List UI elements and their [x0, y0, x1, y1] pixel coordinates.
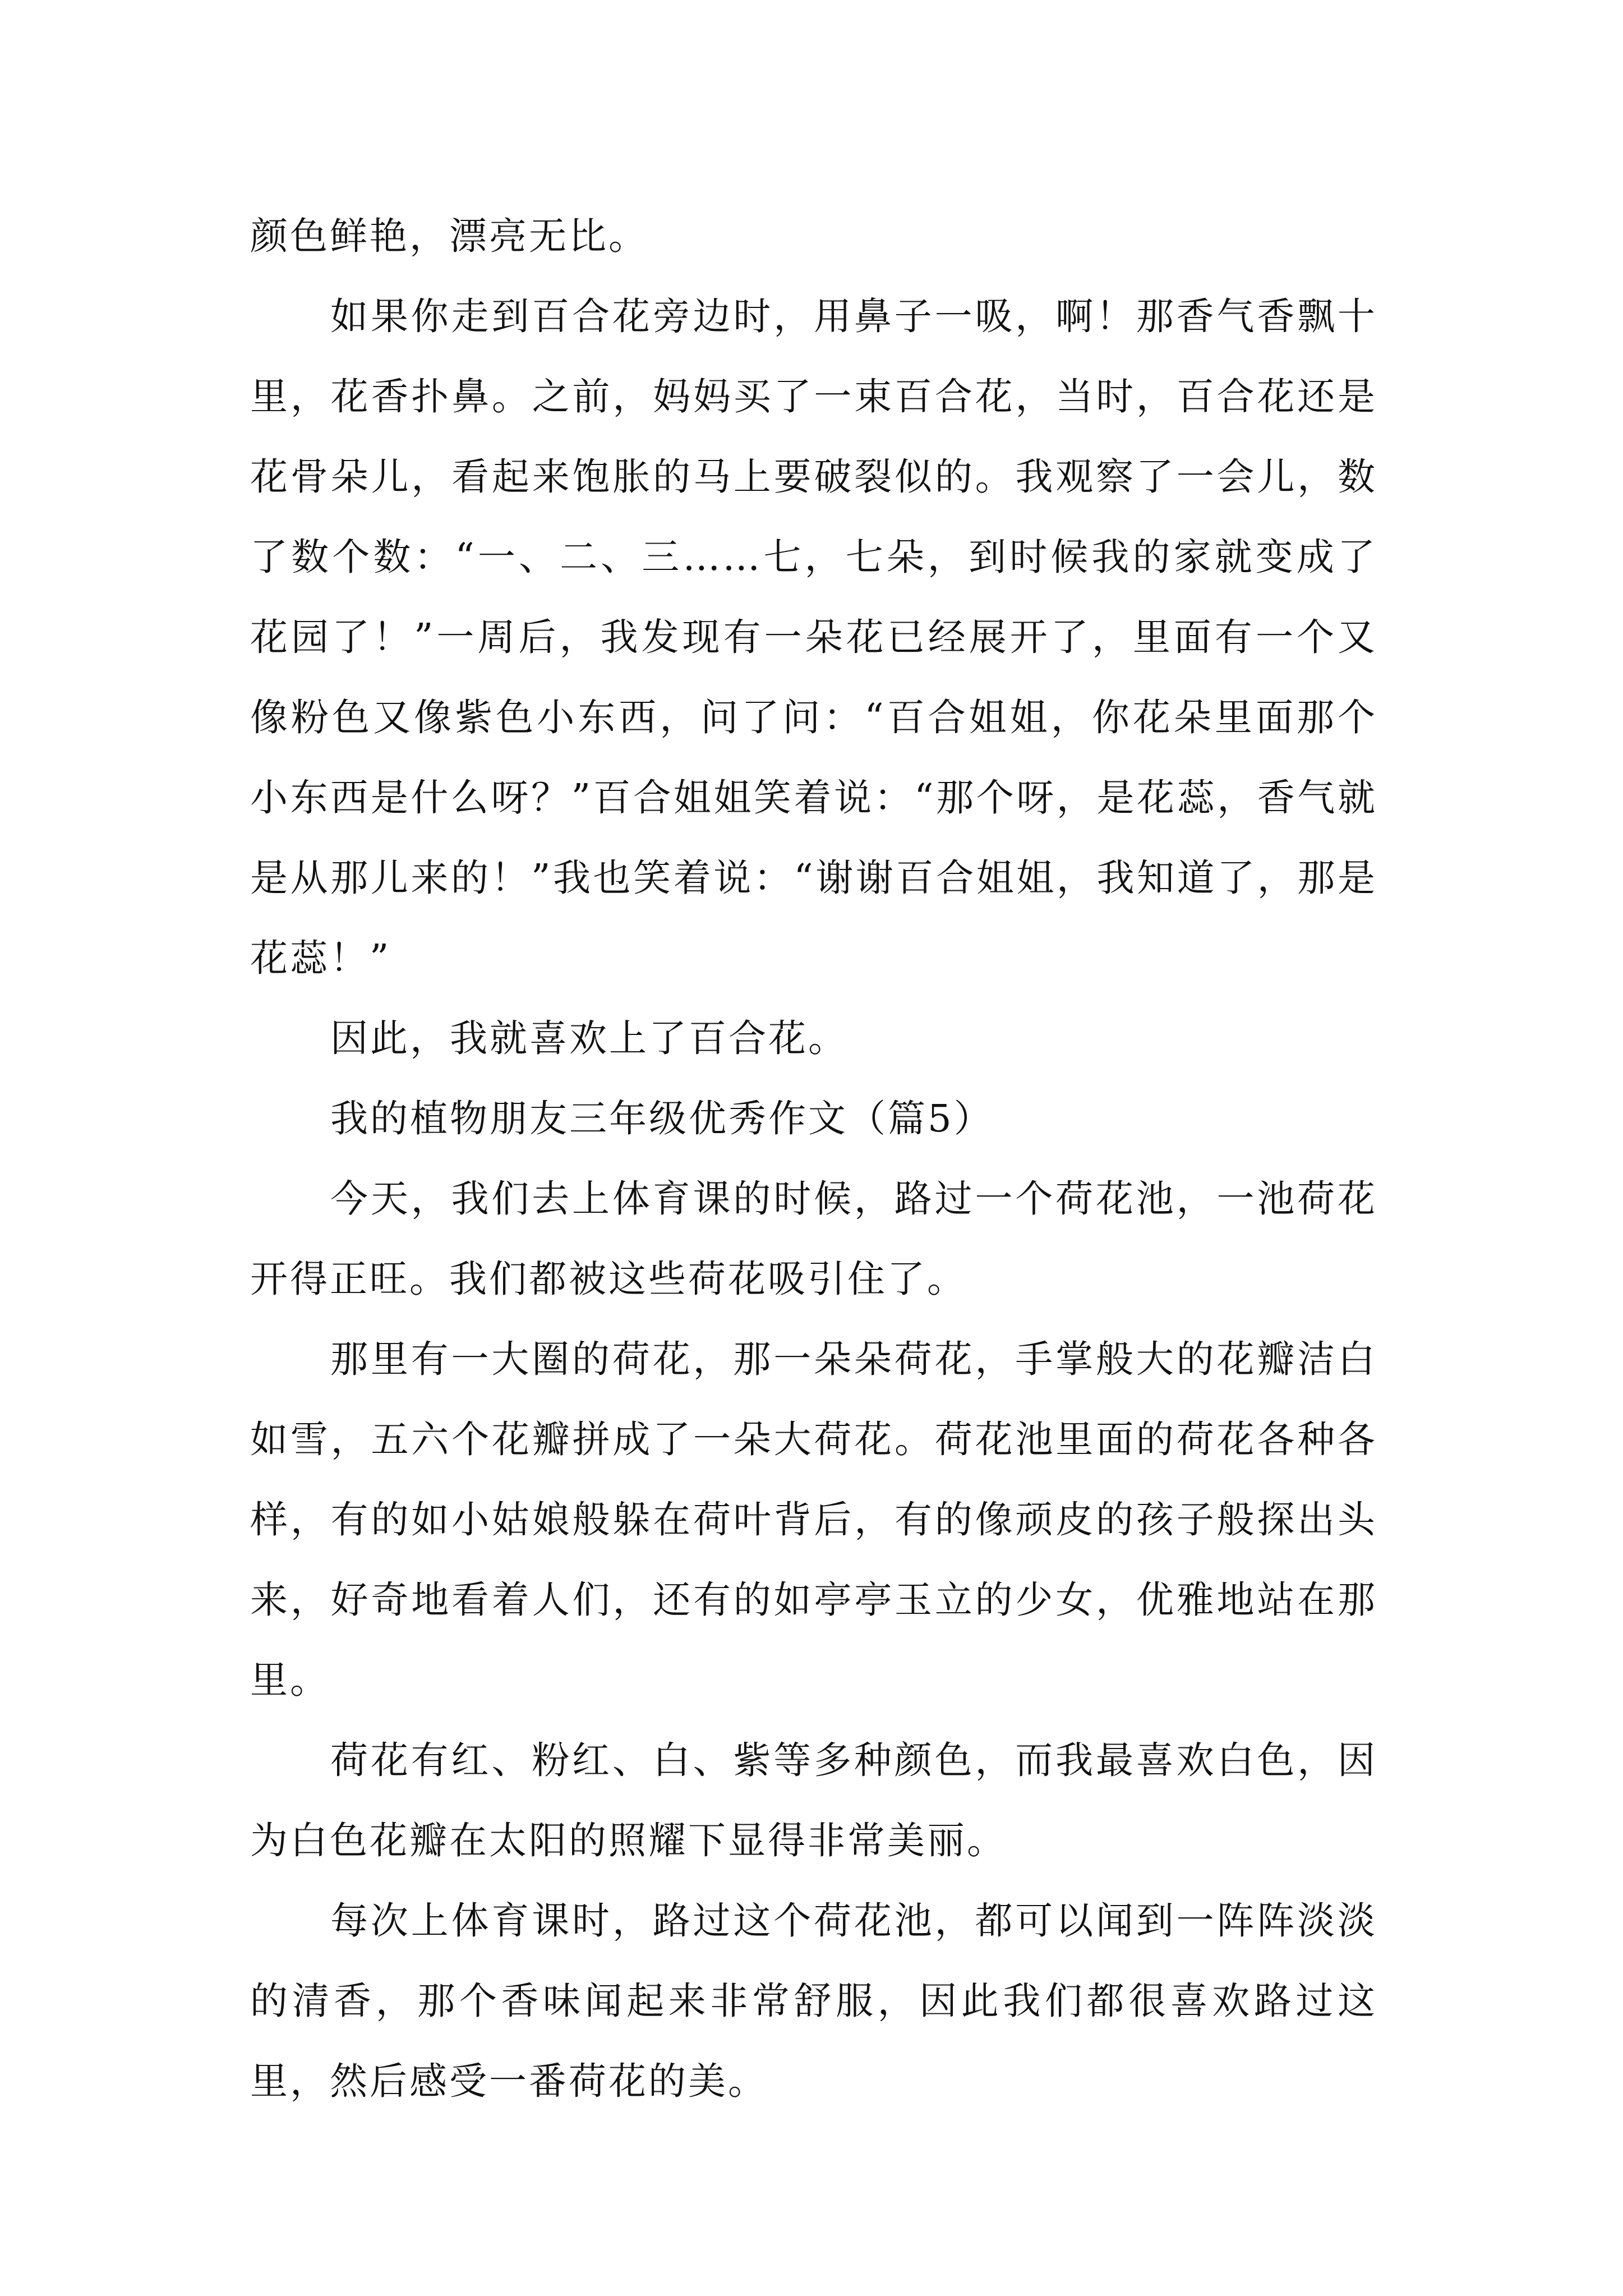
paragraph-6: 荷花有红、粉红、白、紫等多种颜色，而我最喜欢白色，因为白色花瓣在太阳的照耀下显得非常美丽。: [250, 1738, 1377, 1862]
essay-body: [250, 196, 1377, 2122]
paragraph-4: 今天，我们去上体育课的时候，路过一个荷花池，一池荷花开得正旺。我们都被这些荷花吸引住了。: [250, 1177, 1377, 1301]
paragraph-1: 颜色鲜艳，漂亮无比。: [250, 214, 648, 258]
paragraph-3: 因此，我就喜欢上了百合花。: [330, 1016, 848, 1060]
essay-heading: 我的植物朋友三年级优秀作文（篇5）: [330, 1097, 994, 1140]
paragraph-7: 每次上体育课时，路过这个荷花池，都可以闻到一阵阵淡淡的清香，那个香味闻起来非常舒服，因此我们都很喜欢路过这里，然后感受一番荷花的美。: [250, 1899, 1377, 2103]
paragraph-2: 如果你走到百合花旁边时，用鼻子一吸，啊！那香气香飘十里，花香扑鼻。之前，妈妈买了一束百合花，当时，百合花还是花骨朵儿，看起来饱胀的马上要破裂似的。我观察了一会儿，数了数个数：“一、二、三……七，七朵，到时候我的家就变成了花园了！”一周后，我发现有一朵花已经展开了，里面有一个又像粉色又像紫色小东西，问了问：“百合姐姐，你花朵里面那个小东西是什么呀？”百合姐姐笑着说：“那个呀，是花蕊，香气就是从那儿来的！”我也笑着说：“谢谢百合姐姐，我知道了，那是花蕊！”: [250, 295, 1377, 980]
paragraph-5: 那里有一大圈的荷花，那一朵朵荷花，手掌般大的花瓣洁白如雪，五六个花瓣拼成了一朵大荷花。荷花池里面的荷花各种各样，有的如小姑娘般躲在荷叶背后，有的像顽皮的孩子般探出头来，好奇地看着人们，还有的如亭亭玉立的少女，优雅地站在那里。: [250, 1337, 1377, 1702]
